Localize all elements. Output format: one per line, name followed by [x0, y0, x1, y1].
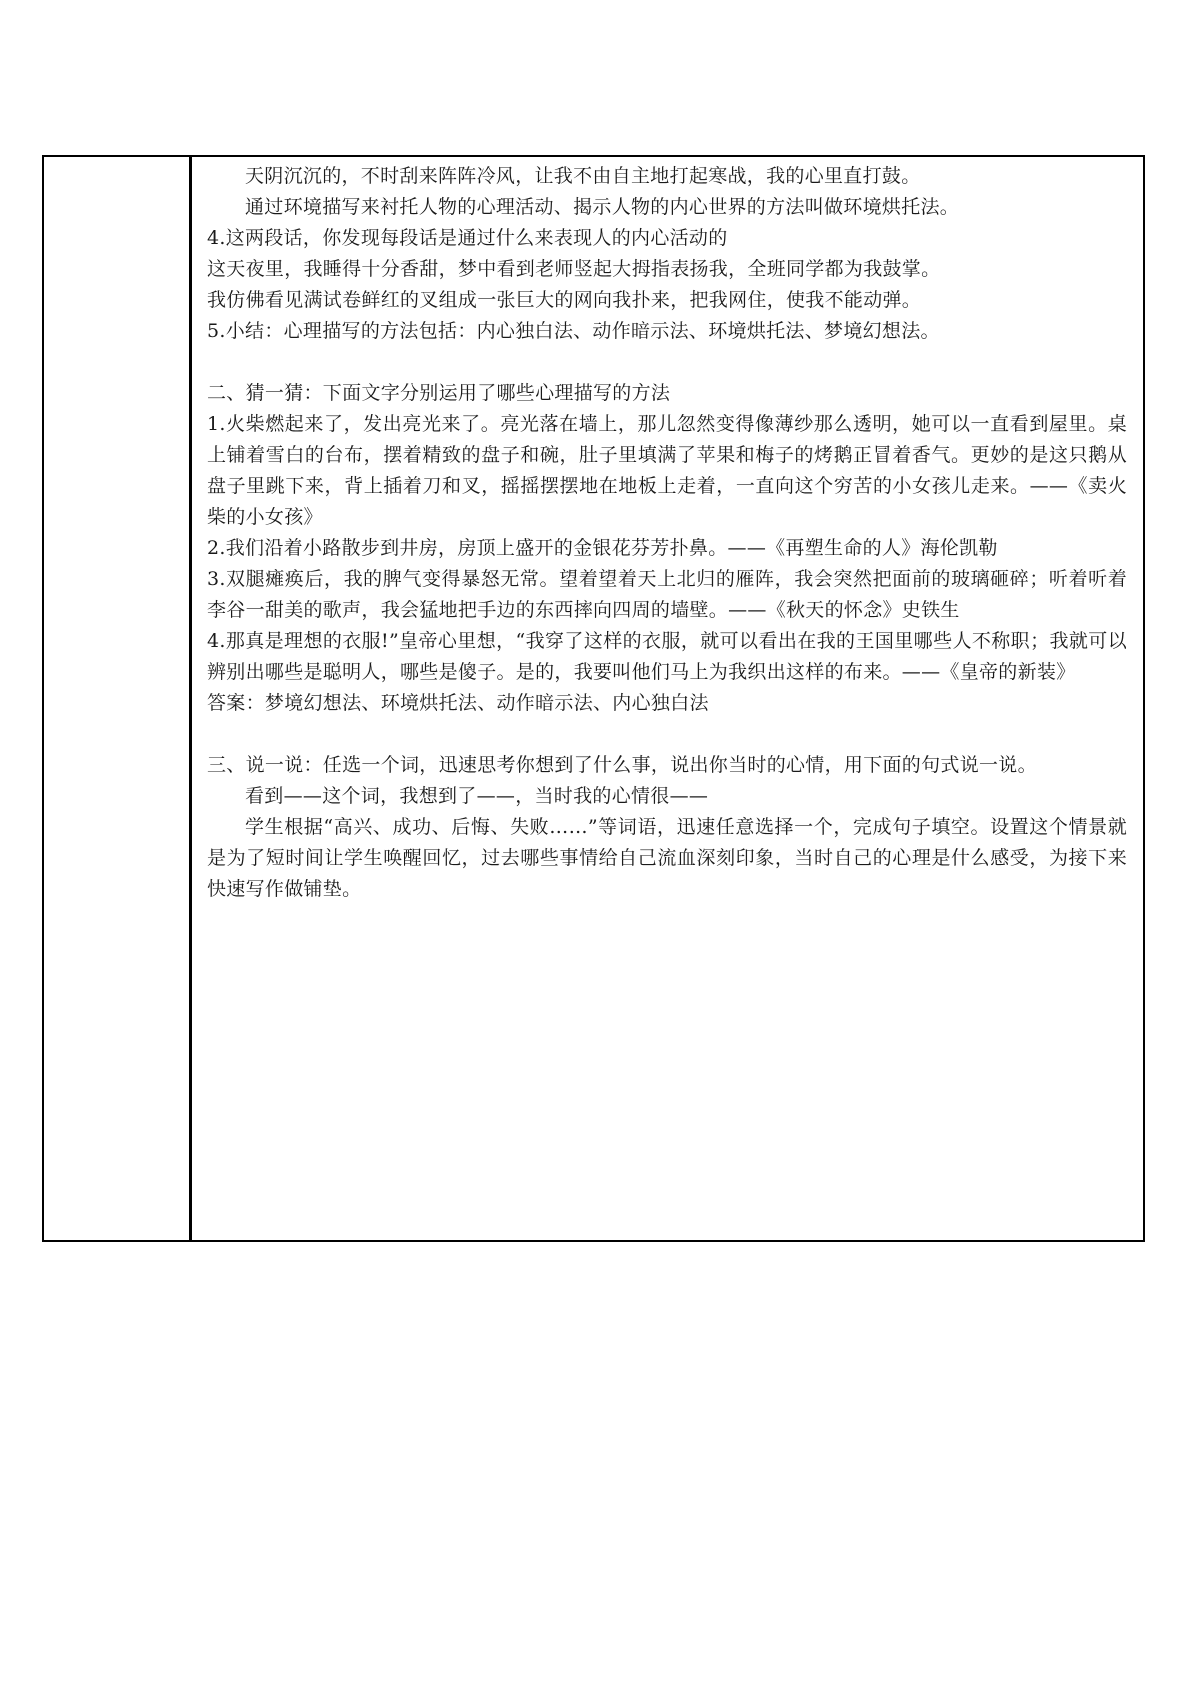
section-3-pattern: 看到——这个词，我想到了——，当时我的心情很——: [245, 785, 709, 807]
table-left-column: [44, 157, 192, 1240]
section-2-item-3: 3.双腿瘫痪后，我的脾气变得暴怒无常。望着望着天上北归的雁阵，我会突然把面前的玻璃砸碎；听着听着李谷一甜美的歌声，我会猛地把手边的东西摔向四周的墙壁。——《秋天的怀念》史铁生: [207, 568, 1127, 621]
section-2-answer: 答案：梦境幻想法、环境烘托法、动作暗示法、内心独白法: [207, 692, 709, 714]
table-content-column: [195, 157, 1143, 1240]
section-2-item-1: 1.火柴燃起来了，发出亮光来了。亮光落在墙上，那儿忽然变得像薄纱那么透明，她可以一直看到屋里。桌上铺着雪白的台布，摆着精致的盘子和碗，肚子里填满了苹果和梅子的烤鹅正冒着香气。更妙的是这只鹅从盘子里跳下来，背上插着刀和叉，摇摇摆摆地在地板上走着，一直向这个穷苦的小女孩儿走来。——《卖火柴的小女孩》: [207, 413, 1127, 528]
question-4-example-1: 这天夜里，我睡得十分香甜，梦中看到老师竖起大拇指表扬我，全班同学都为我鼓掌。: [207, 258, 941, 280]
section-3-explanation: 学生根据“高兴、成功、后悔、失败……”等词语，迅速任意选择一个，完成句子填空。设置这个情景就是为了短时间让学生唤醒回忆，过去哪些事情给自己流血深刻印象，当时自己的心理是什么感受，为接下来快速写作做铺垫。: [207, 816, 1127, 900]
spacer: [207, 347, 1127, 378]
spacer: [207, 719, 1127, 750]
section-2-heading: 二、猜一猜：下面文字分别运用了哪些心理描写的方法: [207, 382, 671, 404]
question-4-prompt: 4.这两段话，你发现每段话是通过什么来表现人的内心活动的: [207, 227, 728, 249]
environment-definition: 通过环境描写来衬托人物的心理活动、揭示人物的内心世界的方法叫做环境烘托法。: [245, 196, 960, 218]
section-2-item-4: 4.那真是理想的衣服!”皇帝心里想，“我穿了这样的衣服，就可以看出在我的王国里哪些人不称职；我就可以辨别出哪些是聪明人，哪些是傻子。是的，我要叫他们马上为我织出这样的布来。——《皇帝的新装》: [207, 630, 1127, 683]
section-3-heading: 三、说一说：任选一个词，迅速思考你想到了什么事，说出你当时的心情，用下面的句式说一说。: [207, 754, 1037, 776]
question-4-example-2: 我仿佛看见满试卷鲜红的叉组成一张巨大的网向我扑来，把我网住，使我不能动弹。: [207, 289, 922, 311]
summary-line: 5.小结：心理描写的方法包括：内心独白法、动作暗示法、环境烘托法、梦境幻想法。: [207, 320, 940, 342]
lesson-table: [42, 155, 1145, 1242]
environment-example: 天阴沉沉的，不时刮来阵阵冷风，让我不由自主地打起寒战，我的心里直打鼓。: [245, 165, 921, 187]
section-2-item-2: 2.我们沿着小路散步到井房，房顶上盛开的金银花芬芳扑鼻。——《再塑生命的人》海伦凯勒: [207, 537, 998, 559]
